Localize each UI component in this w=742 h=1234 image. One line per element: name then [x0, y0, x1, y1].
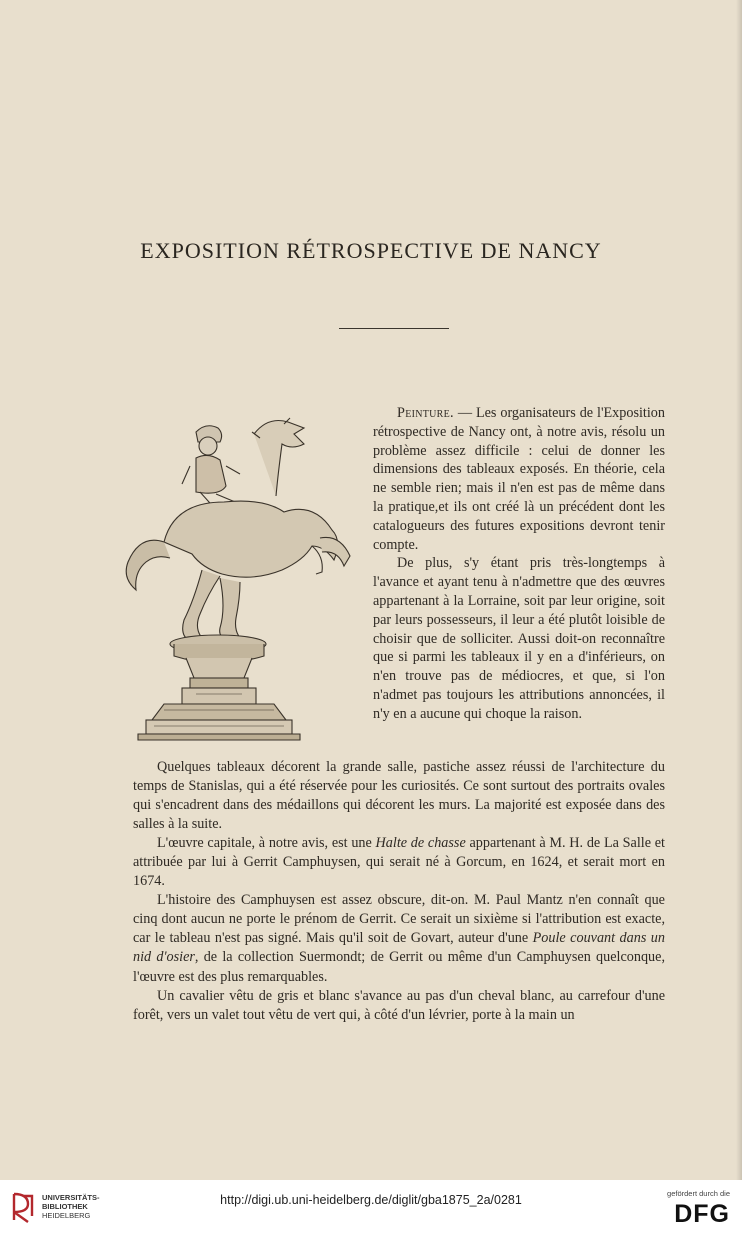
painting-title: Poule couvant dans un nid d'osier: [133, 930, 665, 966]
paragraph-text: L'œuvre capitale, à notre avis, est une: [157, 835, 376, 852]
library-name-line: UNIVERSITÄTS-: [42, 1193, 100, 1202]
dfg-logo[interactable]: DFG: [674, 1200, 730, 1228]
paragraph-quelques-tableaux: Quelques tableaux décorent la grande salle, pastiche assez réussi de l'architecture du temps de Stanislas, qui a été réservée pour les curiosités. Ce sont surtout des portraits ovales qui s'encadrent dans des médaillons qui décorent les murs. La majorité est exposée dans des salles à la suite.: [133, 759, 665, 833]
paragraph-text: appartenant à M. H. de La Salle et attribuée par lui à Gerrit Camphuysen, qui serait né à Gorcum, en 1624, et serait mort en 1674.: [133, 835, 665, 890]
paragraph-cavalier: Un cavalier vêtu de gris et blanc s'avance au pas d'un cheval blanc, au carrefour d'une forêt, vers un valet tout vêtu de vert qui, à côté d'un lévrier, porte à la main un: [133, 987, 665, 1023]
paragraph-oeuvre-capitale: [133, 834, 665, 891]
paragraph-text: , de la collection Suermondt; de Gerrit ou même d'un Camphuysen quelconque, l'œuvre est des plus remarquables.: [133, 949, 665, 985]
library-name-line: BIBLIOTHEK: [42, 1202, 88, 1211]
paragraph-de-plus: De plus, s'y étant pris très-longtemps à l'avance et ayant tenu à n'admettre que des œuvres appartenant à la Lorraine, soit par leur origine, soit par leurs possesseurs, il leur a été plutôt loisible de choisir que de solliciter. Aussi doit-on reconnaître que si parmi les tableaux il y en a d'inférieurs, on n'en trouve pas de médiocres, et que, si l'on n'admet pas toujours les attributions annoncées, il n'y en a aucune qui choque la raison.: [373, 555, 665, 722]
paragraph-peinture: [373, 404, 665, 554]
title-divider: [339, 328, 449, 329]
paragraph-text: — Les organisateurs de l'Exposition rétrospective de Nancy ont, à notre avis, résolu un problème assez difficile : celui de donner les dimensions des tableaux exposés. En théorie, cela ne semble rien; mais il n'en est pas de même dans la pratique,et ils ont créé là un précédent dont les catalogueurs des futures expositions devront tenir compte.: [373, 405, 665, 553]
paragraph-text: L'histoire des Camphuysen est assez obscure, dit-on. M. Paul Mantz n'en connaît que cinq dont aucun ne porte le prénom de Gerrit. Ce serait un sixième si l'attribution est exacte, car le tableau n'est pas signé. Mais qu'il soit de Govart, auteur d'une: [133, 892, 665, 947]
paragraph-histoire: [133, 891, 665, 986]
section-heading: Peinture.: [397, 405, 454, 421]
equestrian-statuette-illustration: [124, 410, 360, 752]
library-name-line: HEIDELBERG: [42, 1211, 91, 1220]
viewer-footer: [0, 1180, 742, 1234]
funding-note: gefördert durch die: [667, 1189, 730, 1198]
permalink-url[interactable]: http://digi.ub.uni-heidelberg.de/diglit/gba1875_2a/0281: [220, 1193, 522, 1207]
painting-title: Halte de chasse: [375, 835, 466, 852]
side-column-text: [373, 404, 665, 724]
full-width-text: [133, 758, 665, 1025]
article-title: EXPOSITION RÉTROSPECTIVE DE NANCY: [140, 238, 602, 263]
